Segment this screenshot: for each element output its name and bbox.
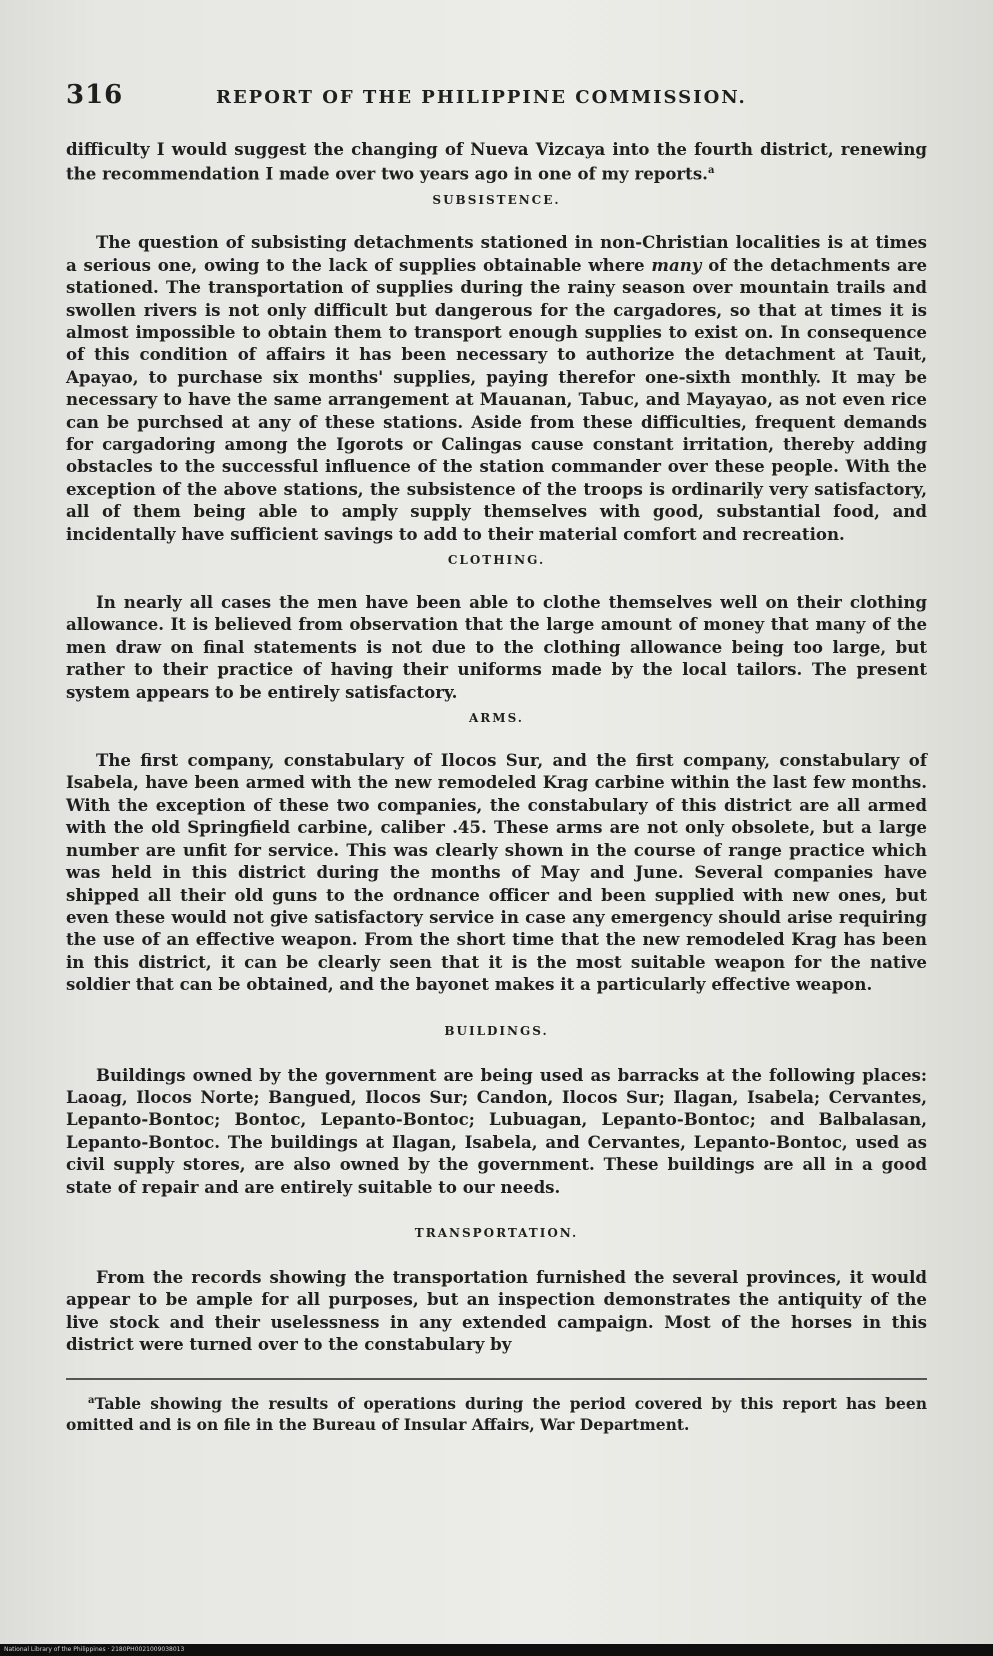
subsistence-text-end: of the detachments are stationed. The transportation of supplies during the rainy season over mountain trails and swollen rivers is not only difficult but dangerous for the cargadores, so that at times it is almost impossible to obtain them to transport enough supplies to exist on. In consequence of this condition of affairs it has been necessary to authorize the detachment at Tauit, Apayao, to purchase six months' supplies, paying therefor one-sixth monthly. It may be necessary to have the same arrangement at Mauanan, Tabuc, and Mayayao, as not even rice can be purchsed at any of these stations. Aside from these difficulties, frequent demands for cargadoring among the Igorots or Calingas cause constant irritation, thereby adding obstacles to the successful influence of the station commander over these people. With the exception of the above stations, the subsistence of the troops is ordinarily very satisfactory, all of them being able to amply supply themselves with good, substantial food, and incidentally have sufficient savings to add to their material comfort and recreation. bbox=[66, 254, 928, 544]
scan-footer-strip: National Library of the Philippines · 2180PH0021009038013 bbox=[0, 1644, 993, 1656]
paragraph-transportation: From the records showing the transportation furnished the several provinces, it would appear to be ample for all purposes, but an inspection demonstrates the antiquity of the live stock and their uselessness in any extended campaign. Most of the horses in this district were turned over to the constabulary by bbox=[66, 1266, 927, 1355]
footnote-reference: a bbox=[707, 165, 715, 177]
footnote-divider bbox=[66, 1378, 927, 1380]
footnote-mark: a bbox=[88, 1394, 95, 1406]
heading-clothing: CLOTHING. bbox=[447, 553, 546, 568]
subsistence-text-start: The question of subsisting detachments stationed in non-Christian localities is at times a serious one, owing to the lack of supplies obtainable where bbox=[66, 232, 927, 275]
page-header bbox=[66, 80, 927, 110]
intro-paragraph bbox=[66, 138, 927, 185]
paragraph-arms: The first company, constabulary of Ilocos Sur, and the first company, constabulary of Isabela, have been armed with the new remodeled Krag carbine within the last few months. With the exception of these two companies, the constabulary of this district are all armed with the old Springfield carbine, caliber .45. These arms are not only obsolete, but a large number are unfit for service. This was clearly shown in the course of range practice which was held in this district during the months of May and June. Several companies have shipped all their old guns to the ordnance officer and been supplied with new ones, but even these would not give satisfactory service in case any emergency should arise requiring the use of an effective weapon. From the short time that the new remodeled Krag has been in this district, it can be clearly seen that it is the most suitable weapon for the native soldier that can be obtained, and the bayonet makes it a particularly effective weapon. bbox=[66, 750, 927, 995]
footnote-text: Table showing the results of operations during the period covered by this report has been omitted and is on file in the Bureau of Insular Affairs, War Department. bbox=[66, 1393, 927, 1434]
page-number: 316 bbox=[66, 80, 124, 110]
heading-transportation: TRANSPORTATION. bbox=[414, 1225, 579, 1240]
heading-buildings: BUILDINGS. bbox=[444, 1023, 549, 1038]
paragraph-subsistence bbox=[66, 231, 927, 545]
intro-text: difficulty I would suggest the changing of Nueva Vizcaya into the fourth district, renewing the recommendation I made over two years ago in one of my reports. bbox=[66, 139, 927, 184]
paragraph-buildings: Buildings owned by the government are being used as barracks at the following places: Laoag, Ilocos Norte; Bangued, Ilocos Sur; Candon, Ilocos Sur; Ilagan, Isabela; Cervantes, Lepanto-Bontoc; Bontoc, Lepanto-Bontoc; Lubuagan, Lepanto-Bontoc; and Balbalasan, Lepanto-Bontoc. The buildings at Ilagan, Isabela, and Cervantes, Lepanto-Bontoc, used as civil supply stores, are also owned by the government. These buildings are all in a good state of repair and are entirely suitable to our needs. bbox=[66, 1064, 927, 1197]
footnote bbox=[66, 1390, 927, 1435]
paragraph-clothing: In nearly all cases the men have been able to clothe themselves well on their clothing allowance. It is believed from observation that the large amount of money that many of the men draw on final statements is not due to the clothing allowance being too large, but rather to their practice of having their uniforms made by the local tailors. The present system appears to be entirely satisfactory. bbox=[66, 592, 927, 702]
heading-subsistence: SUBSISTENCE. bbox=[432, 193, 561, 208]
heading-arms: ARMS. bbox=[469, 711, 524, 726]
subsistence-italic-word: many bbox=[651, 254, 702, 275]
running-head: REPORT OF THE PHILIPPINE COMMISSION. bbox=[216, 87, 747, 108]
